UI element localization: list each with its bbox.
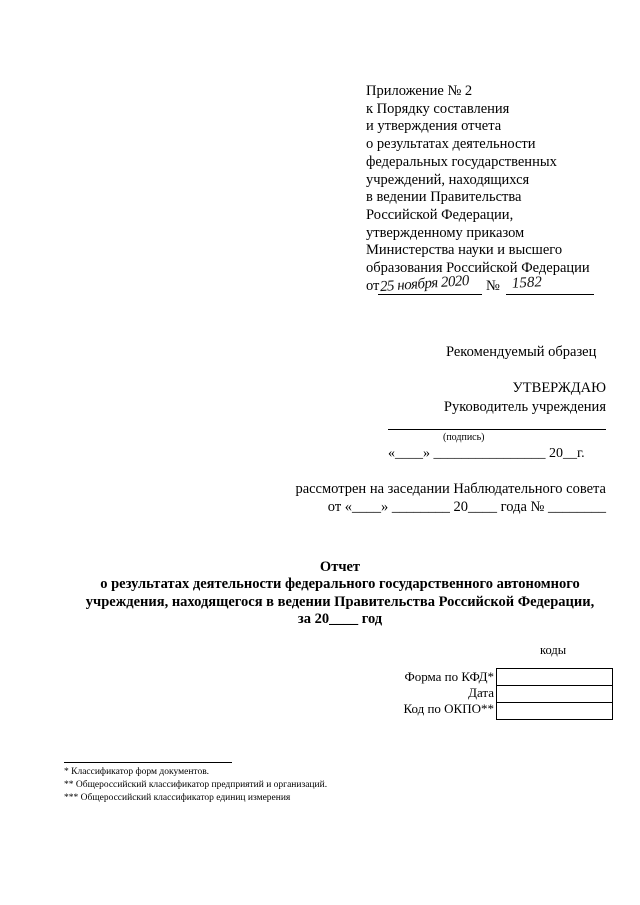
appendix-line: Российской Федерации, xyxy=(366,206,514,223)
signature-caption: (подпись) xyxy=(443,432,485,443)
appendix-line: о результатах деятельности xyxy=(366,136,536,153)
footnote: ** Общероссийский классификатор предприятий и организаций. xyxy=(64,780,328,790)
appendix-line: Приложение № 2 xyxy=(366,83,473,99)
order-number-underline xyxy=(506,294,594,295)
appendix-line: в ведении Правительства xyxy=(366,189,522,206)
codes-header: коды xyxy=(540,643,567,657)
approve-heading: УТВЕРЖДАЮ xyxy=(512,380,606,396)
handwritten-order-date: 25 ноября 2020 xyxy=(379,272,470,295)
handwritten-order-number: 1582 xyxy=(511,273,543,292)
order-number-label: № xyxy=(486,277,500,294)
appendix-line: учреждений, находящихся xyxy=(366,171,530,188)
recommended-sample-label: Рекомендуемый образец xyxy=(446,344,597,360)
code-cell-okpo xyxy=(497,703,612,719)
code-cell-date xyxy=(497,686,612,703)
date-label: Дата xyxy=(468,685,494,700)
okpo-label: Код по ОКПО** xyxy=(403,701,494,716)
form-kfd-label: Форма по КФД* xyxy=(404,669,494,684)
footnotes xyxy=(64,766,327,805)
appendix-line: к Порядку составления xyxy=(366,100,510,117)
appendix-line: и утверждения отчета xyxy=(366,118,502,135)
footnote: * Классификатор форм документов. xyxy=(64,767,210,777)
order-reference xyxy=(366,272,616,298)
appendix-line: Министерства науки и высшего xyxy=(366,242,563,259)
appendix-line: утвержденному приказом xyxy=(366,224,525,241)
order-date-underline xyxy=(378,294,482,295)
code-cell-kfd xyxy=(497,669,612,686)
head-of-institution-label: Руководитель учреждения xyxy=(443,399,606,415)
order-from-label: от xyxy=(366,277,380,294)
appendix-header xyxy=(366,83,616,298)
footnote-separator xyxy=(64,762,232,763)
report-year-line: за 20____ год xyxy=(297,611,383,627)
board-date-line: от «____» ________ 20____ года № ________ xyxy=(327,499,606,515)
footnote: *** Общероссийский классификатор единиц измерения xyxy=(64,793,291,803)
approval-date-line: «____» ________________ 20__г. xyxy=(388,446,585,461)
appendix-line: федеральных государственных xyxy=(366,153,557,170)
board-review-line: рассмотрен на заседании Наблюдательного совета xyxy=(295,481,606,497)
report-subtitle-line: о результатах деятельности федерального государственного автономного xyxy=(100,576,580,592)
appendix-line: образования Российской Федерации xyxy=(366,260,590,277)
report-subtitle-line: учреждения, находящегося в ведении Правительства Российской Федерации, xyxy=(85,594,595,610)
codes-table xyxy=(496,668,613,720)
signature-line xyxy=(388,429,606,430)
report-title: Отчет xyxy=(319,559,361,575)
